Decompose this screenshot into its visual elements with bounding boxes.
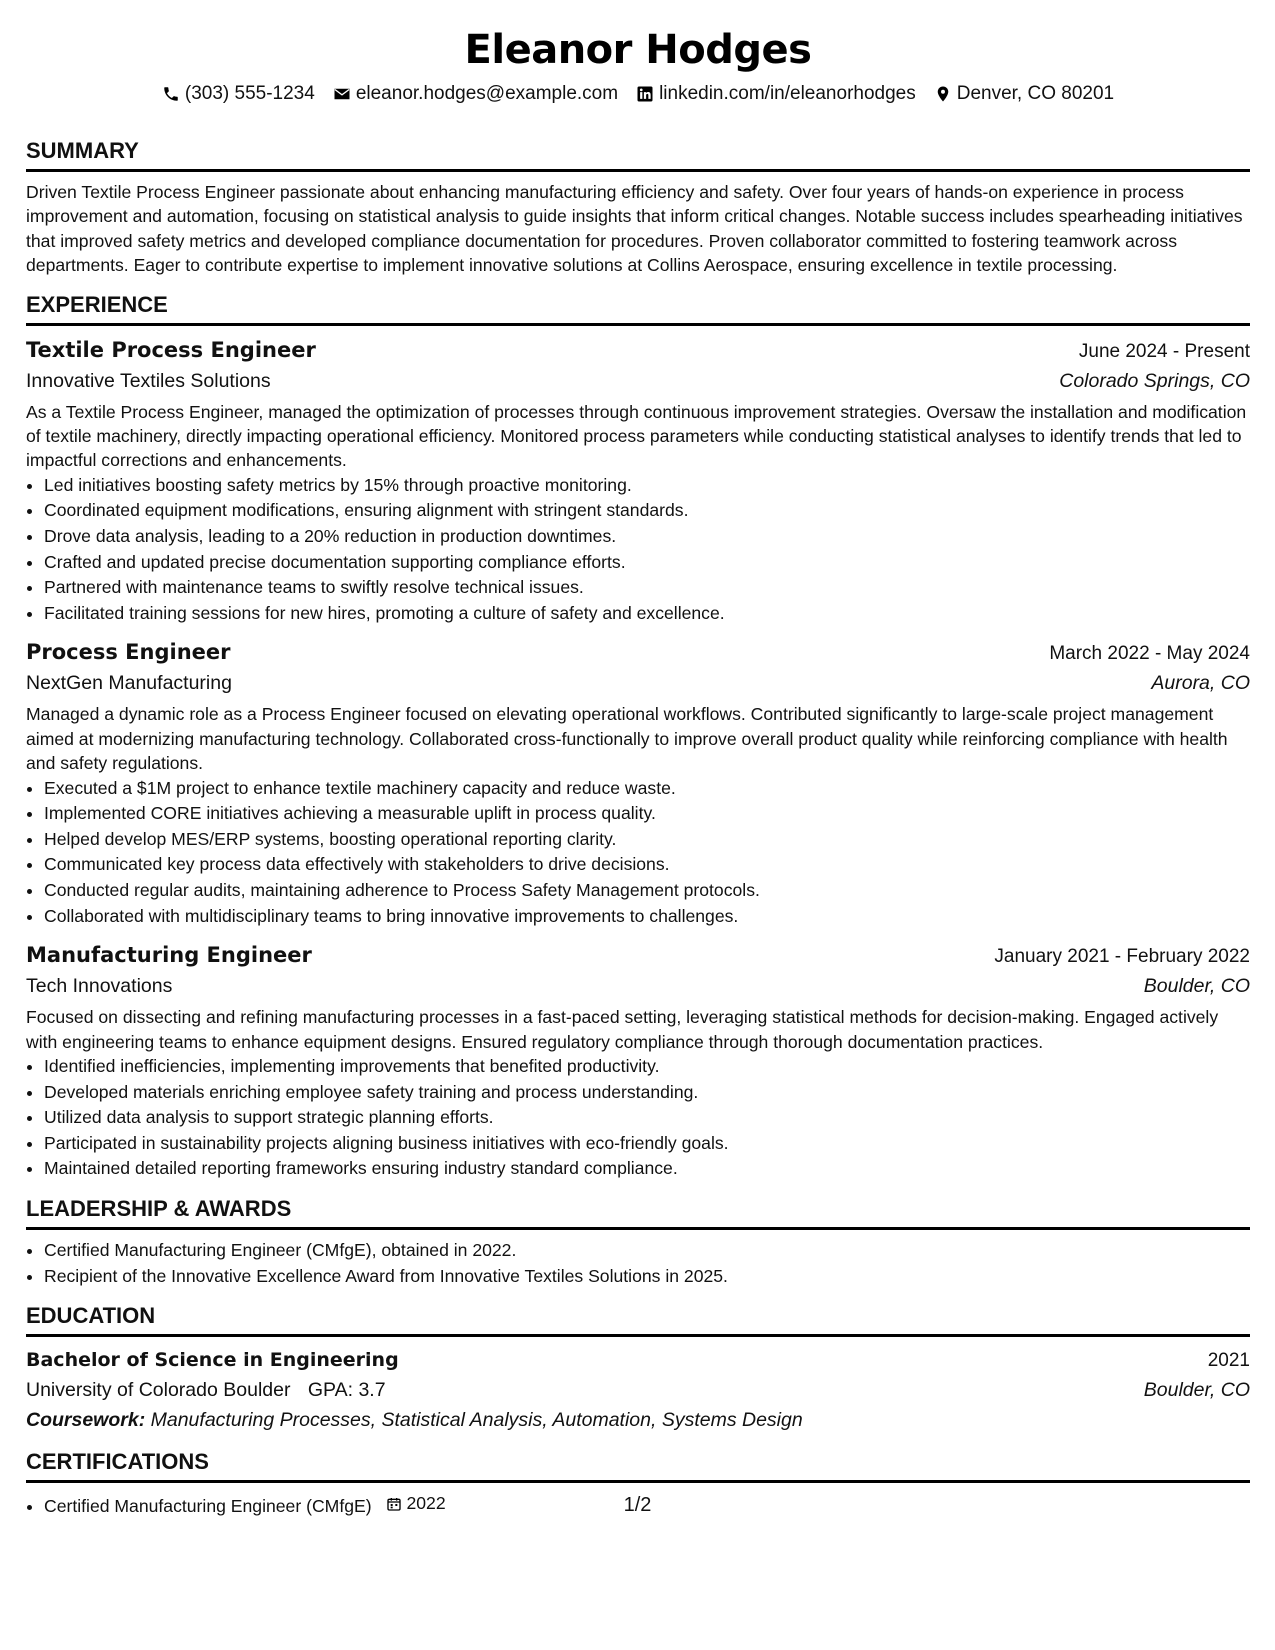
certifications-heading: CERTIFICATIONS — [26, 1449, 1250, 1483]
school-location: Boulder, CO — [1143, 1379, 1250, 1402]
coursework-list: Manufacturing Processes, Statistical Analysis, Automation, Systems Design — [150, 1409, 803, 1432]
list-item: • Crafted and updated precise documentation supporting compliance efforts. — [44, 550, 1250, 576]
linkedin-icon — [636, 85, 654, 103]
job-title: Textile Process Engineer — [26, 337, 316, 362]
list-item: • Implemented CORE initiatives achieving a measurable uplift in process quality. — [44, 801, 1250, 827]
page-number: 1/2 — [623, 1494, 652, 1516]
contact-phone[interactable] — [162, 83, 315, 105]
experience-section — [26, 292, 1250, 1182]
list-item: • Communicated key process data effectively with stakeholders to drive decisions. — [44, 852, 1250, 878]
summary-section — [26, 138, 1250, 278]
job-title: Manufacturing Engineer — [26, 943, 312, 968]
job-dates: March 2022 - May 2024 — [1049, 643, 1250, 665]
gpa: GPA: 3.7 — [307, 1379, 386, 1402]
candidate-name: Eleanor Hodges — [464, 27, 812, 73]
map-pin-icon — [934, 85, 952, 103]
email-text: eleanor.hodges@example.com — [355, 83, 619, 104]
job-description: As a Textile Process Engineer, managed the optimization of processes through continuous improvement strategies. Oversaw the installation and modification of textile machinery, directly impacting operational efficiency. Monitored process parameters while conducting statistical analyses to identify trends that led to impactful corrections and enhancements. — [26, 401, 1247, 471]
coursework-label: Coursework: — [26, 1409, 146, 1432]
list-item: • Facilitated training sessions for new hires, promoting a culture of safety and excellence. — [44, 601, 1250, 627]
job-entry — [26, 334, 1250, 627]
contact-linkedin[interactable] — [636, 83, 916, 105]
job-entry — [26, 939, 1250, 1182]
job-location: Colorado Springs, CO — [1059, 369, 1250, 392]
job-company: Innovative Textiles Solutions — [26, 369, 271, 392]
job-description: Managed a dynamic role as a Process Engineer focused on elevating operational workflows. Contributed significantly to large-scale project management aimed at modernizing manufacturing technology. Collaborated cross-functionally to improve overall product quality while reinforcing compliance with health and safety regulations. — [26, 704, 1228, 774]
job-entry — [26, 636, 1250, 929]
job-location: Aurora, CO — [1151, 672, 1250, 695]
list-item: • Certified Manufacturing Engineer (CMfgE), obtained in 2022. — [44, 1238, 1250, 1264]
degree-title: Bachelor of Science in Engineering — [26, 1349, 399, 1372]
job-dates: January 2021 - February 2022 — [994, 946, 1250, 968]
contact-email[interactable] — [333, 83, 618, 105]
leadership-section — [26, 1196, 1250, 1289]
list-item: • Maintained detailed reporting frameworks ensuring industry standard compliance. — [44, 1156, 1250, 1182]
job-dates: June 2024 - Present — [1078, 340, 1250, 362]
list-item: • Drove data analysis, leading to a 20% reduction in production downtimes. — [44, 524, 1250, 550]
certification-name: Certified Manufacturing Engineer (CMfgE) — [44, 1495, 372, 1516]
contact-location — [934, 83, 1114, 105]
leadership-list — [26, 1238, 1250, 1289]
list-item: • Participated in sustainability projects aligning business initiatives with eco-friendly goals. — [44, 1131, 1250, 1157]
school-name: University of Colorado Boulder — [26, 1379, 291, 1402]
list-item: • Developed materials enriching employee safety training and process understanding. — [44, 1080, 1250, 1106]
list-item: • Utilized data analysis to support strategic planning efforts. — [44, 1105, 1250, 1131]
education-heading: EDUCATION — [26, 1303, 1250, 1337]
job-bullets — [26, 473, 1250, 627]
summary-heading: SUMMARY — [26, 138, 1250, 172]
phone-icon — [162, 85, 180, 103]
job-bullets — [26, 776, 1250, 930]
experience-heading: EXPERIENCE — [26, 292, 1250, 326]
list-item: • Executed a $1M project to enhance textile machinery capacity and reduce waste. — [44, 776, 1250, 802]
job-description: Focused on dissecting and refining manufacturing processes in a fast-paced setting, leveraging statistical methods for decision-making. Engaged actively with engineering teams to enhance equipment designs. Ensured regulatory compliance through thorough documentation practices. — [26, 1007, 1219, 1052]
list-item: • Collaborated with multidisciplinary teams to bring innovative improvements to challenges. — [44, 904, 1250, 930]
list-item: • Helped develop MES/ERP systems, boosting operational reporting clarity. — [44, 827, 1250, 853]
location-text: Denver, CO 80201 — [956, 83, 1115, 104]
phone-text: (303) 555-1234 — [184, 83, 315, 104]
education-section — [26, 1303, 1250, 1435]
job-company: Tech Innovations — [26, 975, 173, 998]
linkedin-text: linkedin.com/in/eleanorhodges — [659, 83, 916, 104]
coursework — [26, 1405, 1250, 1435]
job-location: Boulder, CO — [1143, 975, 1250, 998]
envelope-icon — [333, 85, 351, 103]
list-item: • Conducted regular audits, maintaining adherence to Process Safety Management protocols. — [44, 878, 1250, 904]
job-title: Process Engineer — [26, 640, 231, 665]
contact-bar — [26, 80, 1250, 108]
list-item: • Coordinated equipment modifications, ensuring alignment with stringent standards. — [44, 498, 1250, 524]
list-item: • Recipient of the Innovative Excellence Award from Innovative Textiles Solutions in 2025. — [44, 1264, 1250, 1290]
list-item: • Partnered with maintenance teams to swiftly resolve technical issues. — [44, 575, 1250, 601]
degree-year: 2021 — [1207, 1350, 1250, 1372]
job-bullets — [26, 1054, 1250, 1182]
leadership-heading: LEADERSHIP & AWARDS — [26, 1196, 1250, 1230]
job-company: NextGen Manufacturing — [26, 672, 232, 695]
certification-date: 2022 — [406, 1493, 446, 1514]
resume-page — [26, 0, 1250, 1520]
summary-text: Driven Textile Process Engineer passionate about enhancing manufacturing efficiency and safety. Over four years of hands-on experience in process improvement and automation, focusing on statistical analysis to guide insights that inform critical changes. Notable success includes spearheading initiatives that improved safety metrics and developed compliance documentation for procedures. Proven collaborator committed to fostering teamwork across departments. Eager to contribute expertise to implement innovative solutions at Collins Aerospace, ensuring excellence in textile processing. — [26, 182, 1243, 276]
list-item: • Led initiatives boosting safety metrics by 15% through proactive monitoring. — [44, 473, 1250, 499]
list-item: • Identified inefficiencies, implementing improvements that benefited productivity. — [44, 1054, 1250, 1080]
